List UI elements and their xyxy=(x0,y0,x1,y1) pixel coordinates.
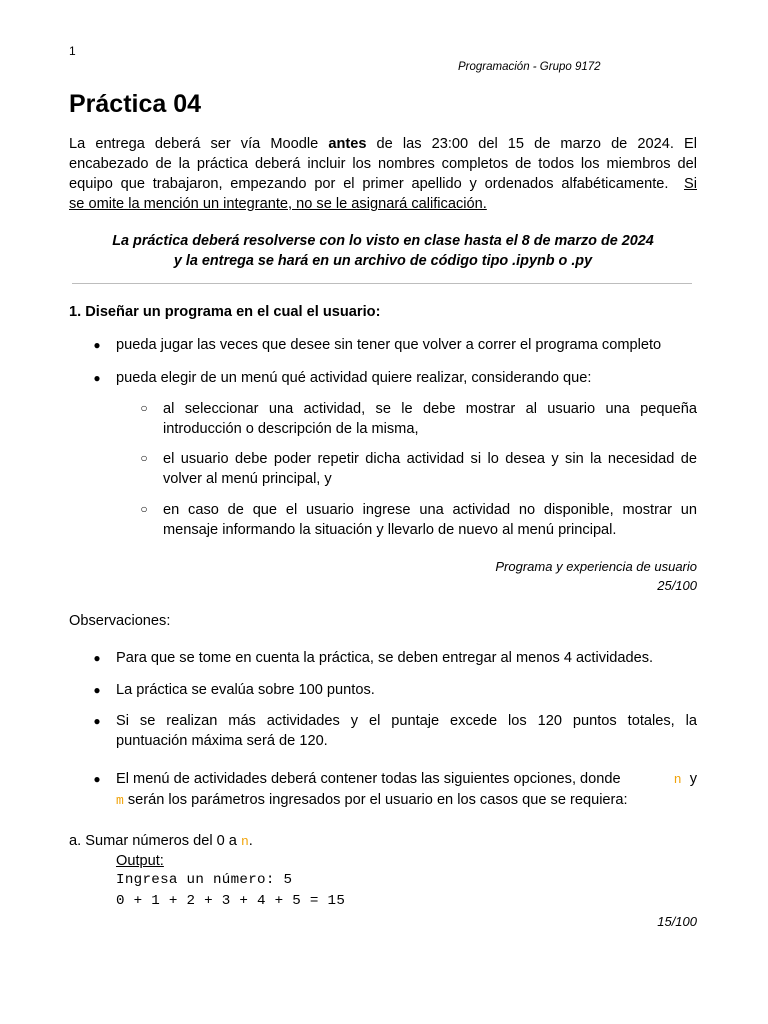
score-value: 25/100 xyxy=(657,578,697,593)
activity-a-title: a. Sumar números del 0 a n. xyxy=(69,833,253,849)
notice xyxy=(69,231,697,271)
list-item: pueda jugar las veces que desee sin tener que volver a correr el programa completo xyxy=(116,337,662,353)
output-label: Output: xyxy=(116,853,164,869)
sub-list-item: en caso de que el usuario ingrese una actividad no disponible, mostrar un mensaje informando la situación y llevarlo de nuevo al menú principal. xyxy=(163,502,697,538)
bullet-icon: ● xyxy=(93,714,101,728)
notice-line-2: y la entrega se hará en un archivo de código tipo .ipynb o .py xyxy=(173,253,593,269)
intro-line-4: se omite la mención un integrante, no se le asignará calificación. xyxy=(69,196,487,212)
header-course: Programación - Grupo 9172 xyxy=(458,61,601,73)
circle-bullet-icon: ○ xyxy=(140,401,148,415)
list-item: La práctica se evalúa sobre 100 puntos. xyxy=(116,682,375,698)
sub-list-item: al seleccionar una actividad, se le debe mostrar al usuario una pequeña introducción o descripción de la misma, xyxy=(163,401,697,437)
output-line-2: 0 + 1 + 2 + 3 + 4 + 5 = 15 xyxy=(116,893,346,909)
variable-n: n xyxy=(240,834,249,849)
bullet-icon: ● xyxy=(93,338,101,352)
list-item: Si se realizan más actividades y el puntaje excede los 120 puntos totales, la puntuación máxima será de 120. xyxy=(116,713,697,749)
question-1-heading: 1. Diseñar un programa en el cual el usuario: xyxy=(69,304,381,320)
intro-paragraph xyxy=(69,134,697,214)
circle-bullet-icon: ○ xyxy=(140,502,148,516)
list-item: Para que se tome en cuenta la práctica, se deben entregar al menos 4 actividades. xyxy=(116,650,654,666)
bullet-icon: ● xyxy=(93,651,101,665)
page-number: 1 xyxy=(69,44,76,58)
bullet-icon: ● xyxy=(93,772,101,786)
intro-line-2: encabezado de la práctica deberá incluir los nombres completos de todos los miembros del xyxy=(69,156,697,172)
score-block xyxy=(495,557,697,595)
variable-n: n xyxy=(673,772,682,787)
circle-bullet-icon: ○ xyxy=(140,451,148,465)
bullet-icon: ● xyxy=(93,371,101,385)
divider xyxy=(72,283,692,284)
list-item: pueda elegir de un menú qué actividad quiere realizar, considerando que: xyxy=(116,370,592,386)
list-item: El menú de actividades deberá contener todas las siguientes opciones, donde n y m serán los parámetros ingresados por el usuario en los casos que se requiera: xyxy=(116,771,697,808)
variable-m: m xyxy=(116,793,124,808)
notice-line-1: La práctica deberá resolverse con lo visto en clase hasta el 8 de marzo de 2024 xyxy=(112,233,654,249)
observations-heading: Observaciones: xyxy=(69,613,171,629)
sub-list-item: el usuario debe poder repetir dicha actividad si lo desea y sin la necesidad de volver al menú principal, y xyxy=(163,451,697,487)
intro-line-1: La entrega deberá ser vía Moodle antes de las 23:00 del 15 de marzo de 2024. El xyxy=(69,136,697,152)
page-title: Práctica 04 xyxy=(69,90,202,118)
intro-line-3: equipo que trabajaron, empezando por el primer apellido y ordenados alfabéticamente. Si xyxy=(69,176,697,192)
score-value: 15/100 xyxy=(657,914,697,929)
bullet-icon: ● xyxy=(93,683,101,697)
output-line-1: Ingresa un número: 5 xyxy=(116,872,293,888)
score-label: Programa y experiencia de usuario xyxy=(495,559,697,574)
